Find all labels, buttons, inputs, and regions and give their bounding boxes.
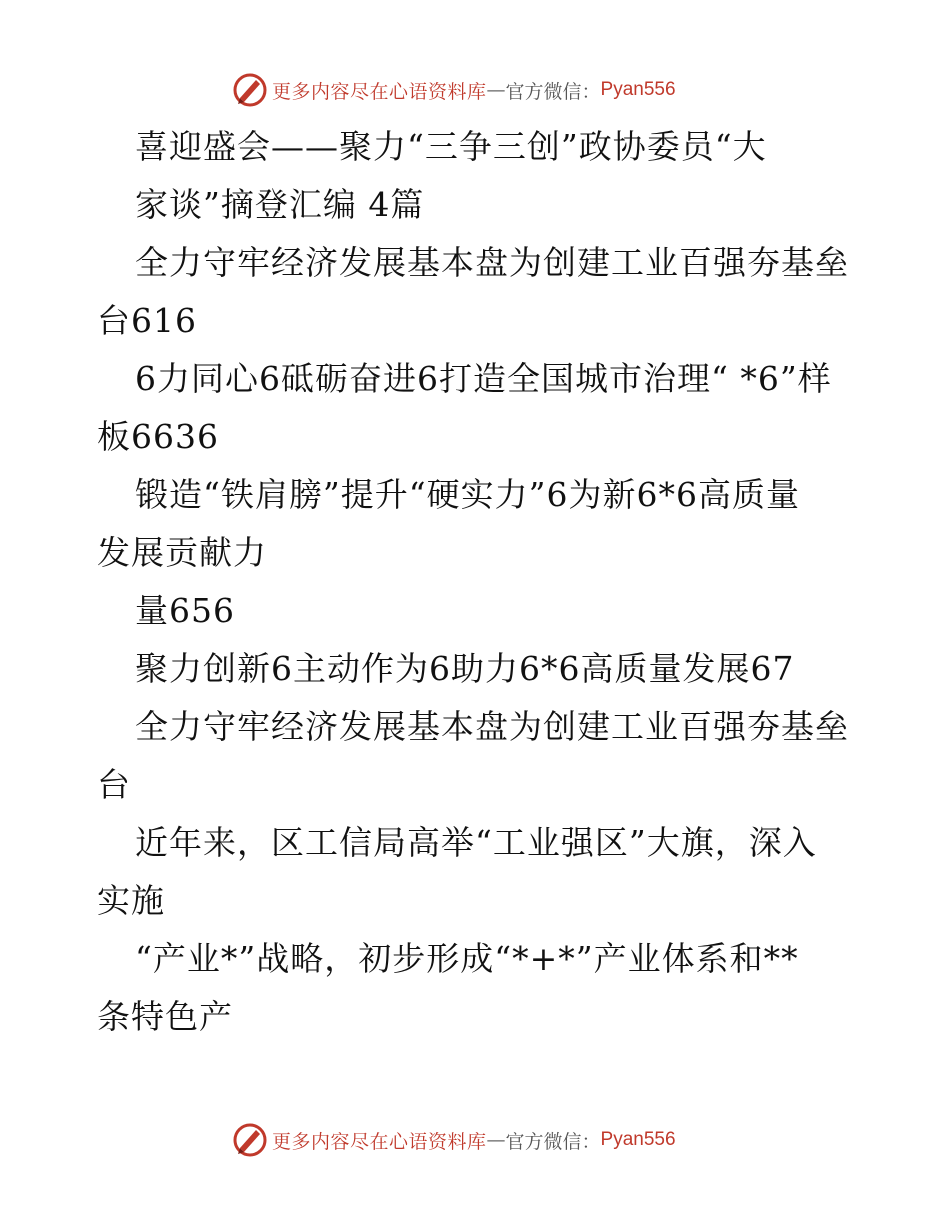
doc-line: 锻造“铁肩膀”提升“硬实力”6为新6*6高质量 <box>135 475 800 514</box>
doc-line: 实施 <box>97 881 165 920</box>
footer-banner-text: 更多内容尽在心语资料库 <box>272 1130 487 1153</box>
header-banner-text: 更多内容尽在心语资料库 <box>272 80 487 103</box>
doc-line: 6力同心6砥砺奋进6打造全国城市治理“ *6”样 <box>135 359 832 398</box>
footer-banner <box>232 1120 732 1160</box>
doc-line: 全力守牢经济发展基本盘为创建工业百强夯基垒 <box>135 707 849 746</box>
pen-logo-icon <box>232 72 268 108</box>
pen-logo-icon <box>232 1122 268 1158</box>
footer-banner-separator: — <box>486 1129 506 1151</box>
doc-line: 量656 <box>135 591 235 630</box>
doc-line: 近年来，区工信局高举“工业强区”大旗，深入 <box>135 823 817 862</box>
doc-line: 板6636 <box>97 417 219 456</box>
header-wechat-id: Pyan556 <box>600 79 676 100</box>
doc-line: 发展贡献力 <box>97 533 267 572</box>
document-body <box>97 118 857 1046</box>
doc-line: 家谈”摘登汇编 4篇 <box>135 185 425 224</box>
doc-line: 台 <box>97 765 131 804</box>
doc-line: 条特色产 <box>97 997 233 1036</box>
doc-line: 聚力创新6主动作为6助力6*6高质量发展67 <box>135 649 795 688</box>
doc-line: 全力守牢经济发展基本盘为创建工业百强夯基垒 <box>135 243 849 282</box>
footer-wechat-id: Pyan556 <box>600 1129 676 1150</box>
doc-line: 台616 <box>97 301 197 340</box>
doc-line: 喜迎盛会——聚力“三争三创”政协委员“大 <box>135 127 767 166</box>
footer-wechat-label: 官方微信： <box>505 1130 601 1153</box>
header-banner <box>232 70 732 110</box>
header-wechat-label: 官方微信： <box>505 80 601 103</box>
doc-line: “产业*”战略，初步形成“*+*”产业体系和** <box>135 939 799 978</box>
header-banner-separator: — <box>486 79 506 101</box>
